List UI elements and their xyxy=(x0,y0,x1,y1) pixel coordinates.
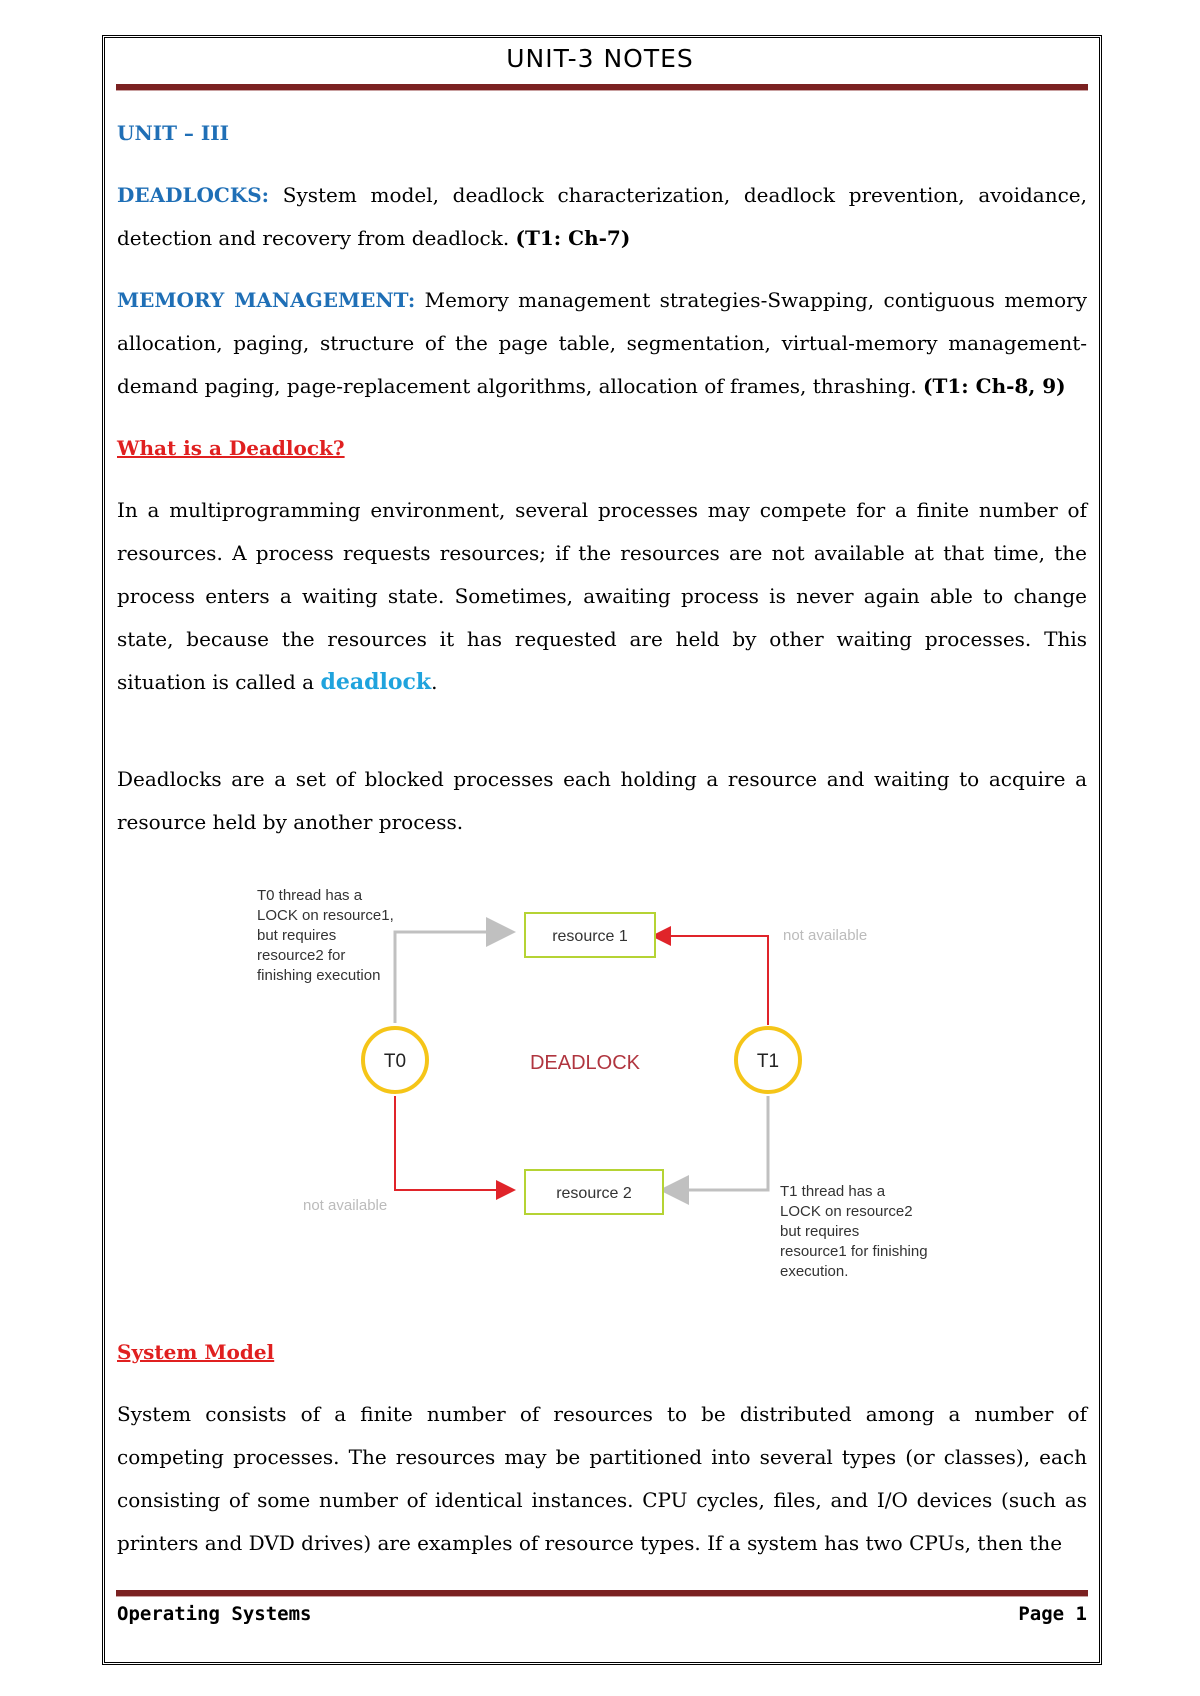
svg-text:LOCK on resource2: LOCK on resource2 xyxy=(780,1203,913,1220)
svg-text:but requires: but requires xyxy=(780,1223,860,1240)
svg-text:but requires: but requires xyxy=(257,927,337,944)
arrow-t1-to-resource2 xyxy=(665,1096,768,1190)
deadlock-diagram xyxy=(240,878,960,1288)
deadlocks-ref: (T1: Ch-7) xyxy=(515,226,631,250)
deadlock-para-2: Deadlocks are a set of blocked processes each holding a resource and waiting to acquire a resource held by another process. xyxy=(117,767,1087,834)
unit-label: UNIT – III xyxy=(117,121,229,145)
footer-subject: Operating Systems xyxy=(117,1603,312,1625)
not-available-top: not available xyxy=(783,927,868,944)
t0-label: T0 xyxy=(383,1051,407,1072)
svg-text:resource2 for: resource2 for xyxy=(257,947,346,964)
header-rule xyxy=(116,84,1088,91)
svg-text:T1 thread has a: T1 thread has a xyxy=(780,1183,886,1200)
t0-note xyxy=(257,887,394,984)
resource1-label: resource 1 xyxy=(552,928,628,945)
not-available-bottom: not available xyxy=(303,1197,388,1214)
svg-text:resource1 for finishing: resource1 for finishing xyxy=(780,1243,928,1260)
resource2-label: resource 2 xyxy=(556,1185,632,1202)
deadlock-heading: What is a Deadlock? xyxy=(117,436,345,460)
main-content xyxy=(117,112,1087,1584)
t1-label: T1 xyxy=(756,1051,780,1072)
deadlock-center-label: DEADLOCK xyxy=(529,1052,641,1074)
deadlocks-text: System model, deadlock characterization, deadlock prevention, avoidance, detection and recovery from deadlock. xyxy=(117,183,1087,250)
deadlock-term: deadlock xyxy=(320,669,432,695)
svg-text:T0 thread has a: T0 thread has a xyxy=(257,887,363,904)
footer-page-number: Page 1 xyxy=(1018,1603,1087,1625)
page-header-title: UNIT-3 NOTES xyxy=(506,44,694,73)
deadlocks-label: DEADLOCKS: xyxy=(117,183,270,207)
svg-text:LOCK on resource1,: LOCK on resource1, xyxy=(257,907,394,924)
system-model-para: System consists of a finite number of resources to be distributed among a number of competing processes. The resources may be partitioned into several types (or classes), each consisting of some number of identical instances. CPU cycles, files, and I/O devices (such as printers and DVD drives) are examples of resource types. If a system has two CPUs, then the xyxy=(117,1402,1087,1555)
footer-rule xyxy=(116,1590,1088,1597)
memory-label: MEMORY MANAGEMENT: xyxy=(117,288,416,312)
arrow-t0-to-resource2 xyxy=(395,1096,512,1190)
svg-text:execution.: execution. xyxy=(780,1263,849,1280)
arrow-t0-to-resource1 xyxy=(395,932,510,1023)
syllabus-memory xyxy=(117,279,1087,408)
system-model-heading: System Model xyxy=(117,1340,275,1364)
arrow-t1-to-resource1 xyxy=(655,936,768,1025)
syllabus-deadlocks xyxy=(117,174,1087,260)
deadlock-para-1: In a multiprogramming environment, several processes may compete for a finite number of resources. A process requests resources; if the resources are not available at that time, the process enters a waiting state. Sometimes, awaiting process is never again able to change state, because the resources it has requested are held by other waiting processes. This situation is called a deadlock. xyxy=(117,498,1087,695)
memory-text: Memory management strategies-Swapping, contiguous memory allocation, paging, structure of the page table, segmentation, virtual-memory management-demand paging, page-replacement algorithms, allocation of frames, thrashing. xyxy=(117,288,1087,398)
svg-text:finishing execution: finishing execution xyxy=(257,967,381,984)
t1-note xyxy=(780,1183,928,1280)
memory-ref: (T1: Ch-8, 9) xyxy=(923,374,1066,398)
